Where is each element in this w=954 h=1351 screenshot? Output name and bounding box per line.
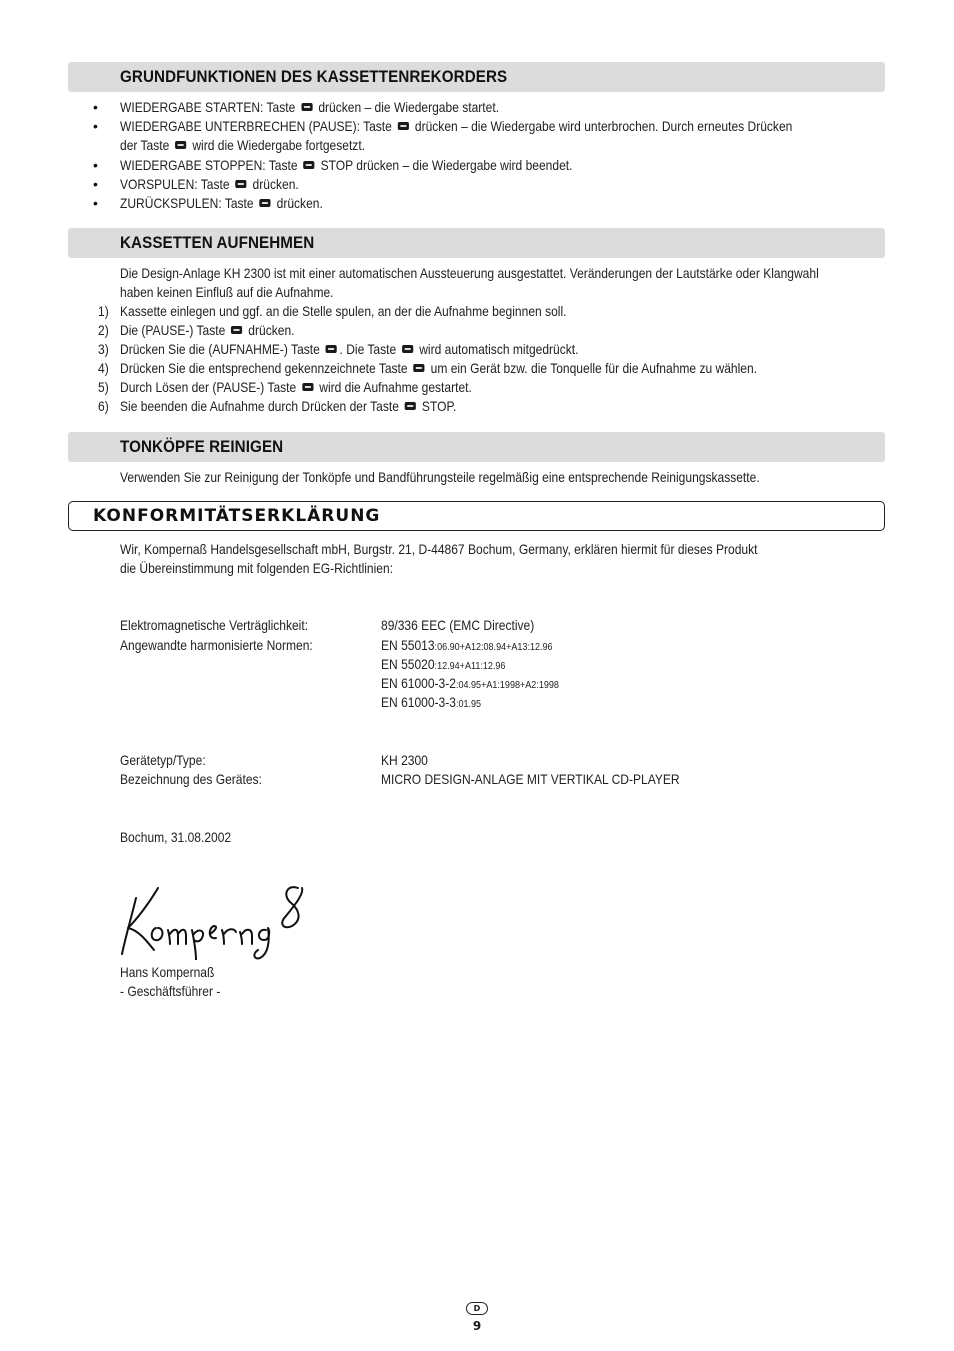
body-text: Verwenden Sie zur Reinigung der Tonköpfe und Bandführungsteile regelmäßig eine entsprechende Reinigungskassette. xyxy=(120,469,760,485)
step-text: Die (PAUSE-) Taste drücken. xyxy=(120,322,295,338)
key-14-icon xyxy=(303,161,314,169)
norm-item: EN 61000-3-2:04.95+A1:1998+A2:1998 xyxy=(381,675,559,691)
step-number: 2) xyxy=(98,322,109,338)
key-13-icon xyxy=(175,141,186,149)
declaration-text: Wir, Kompernaß Handelsgesellschaft mbH, Burgstr. 21, D-44867 Bochum, Germany, erklären hiermit für dieses Produkt xyxy=(120,541,758,557)
step-text: Sie beenden die Aufnahme durch Drücken der Taste STOP. xyxy=(120,398,457,414)
place-date: Bochum, 31.08.2002 xyxy=(120,829,232,845)
designation-label: Bezeichnung des Gerätes: xyxy=(120,771,262,787)
step-text: Kassette einlegen und ggf. an die Stelle spulen, an der die Aufnahme beginnen soll. xyxy=(120,303,567,319)
declaration-text: die Übereinstimmung mit folgenden EG-Richtlinien: xyxy=(120,560,394,576)
section-title: TONKÖPFE REINIGEN xyxy=(120,438,284,456)
section-title: KASSETTEN AUFNEHMEN xyxy=(120,234,315,252)
list-item: WIEDERGABE UNTERBRECHEN (PAUSE): Taste drücken – die Wiedergabe wird unterbrochen. Durch erneutes Drücken xyxy=(120,118,793,134)
page-number: 9 xyxy=(472,1319,482,1333)
section-header-grundfunktionen xyxy=(68,62,885,92)
list-item: VORSPULEN: Taste drücken. xyxy=(120,176,299,192)
key-13-icon xyxy=(302,383,313,391)
bullet-icon: • xyxy=(93,176,98,192)
key-8-icon xyxy=(414,364,425,372)
key-15-icon xyxy=(235,180,246,188)
bullet-icon: • xyxy=(93,195,98,211)
step-number: 6) xyxy=(98,398,109,414)
section-title: GRUNDFUNKTIONEN DES KASSETTENREKORDERS xyxy=(120,68,508,86)
bullet-icon: • xyxy=(93,118,98,134)
key-17-icon xyxy=(301,103,312,111)
signatory-role: - Geschäftsführer - xyxy=(120,983,221,999)
type-label: Gerätetyp/Type: xyxy=(120,752,206,768)
designation-value: MICRO DESIGN-ANLAGE MIT VERTIKAL CD-PLAYER xyxy=(381,771,680,787)
key-16-icon xyxy=(260,199,271,207)
section-header-konformitaet xyxy=(68,501,885,531)
normen-label: Angewandte harmonisierte Normen: xyxy=(120,637,313,653)
intro-text: Die Design-Anlage KH 2300 ist mit einer automatischen Aussteuerung ausgestattet. Veränderungen der Lautstärke oder Klangwahl xyxy=(120,265,819,281)
key-18-icon xyxy=(326,345,337,353)
norm-item: EN 55020:12.94+A11:12.96 xyxy=(381,656,506,672)
intro-text: haben keinen Einfluß auf die Aufnahme. xyxy=(120,284,334,300)
key-17-icon xyxy=(402,345,413,353)
list-item: WIEDERGABE STARTEN: Taste drücken – die Wiedergabe startet. xyxy=(120,99,500,115)
key-13-icon xyxy=(398,122,409,130)
signatory-name: Hans Kompernaß xyxy=(120,964,215,980)
bullet-icon: • xyxy=(93,157,98,173)
step-number: 1) xyxy=(98,303,109,319)
language-badge: D xyxy=(466,1302,488,1315)
step-text: Durch Lösen der (PAUSE-) Taste wird die Aufnahme gestartet. xyxy=(120,379,472,395)
emv-value: 89/336 EEC (EMC Directive) xyxy=(381,617,535,633)
section-header-aufnehmen xyxy=(68,228,885,258)
key-14-icon xyxy=(405,402,416,410)
step-number: 3) xyxy=(98,341,109,357)
step-number: 5) xyxy=(98,379,109,395)
emv-label: Elektromagnetische Verträglichkeit: xyxy=(120,617,309,633)
section-title: KONFORMITÄTSERKLÄRUNG xyxy=(93,506,381,526)
list-item: ZURÜCKSPULEN: Taste drücken. xyxy=(120,195,323,211)
norm-item: EN 55013:06.90+A12:08.94+A13:12.96 xyxy=(381,637,553,653)
list-item: WIEDERGABE STOPPEN: Taste STOP drücken – die Wiedergabe wird beendet. xyxy=(120,157,573,173)
bullet-icon: • xyxy=(93,99,98,115)
norm-item: EN 61000-3-3:01.95 xyxy=(381,694,482,710)
step-number: 4) xyxy=(98,360,109,376)
signature-graphic xyxy=(118,880,318,960)
step-text: Drücken Sie die (AUFNAHME-) Taste . Die Taste wird automatisch mitgedrückt. xyxy=(120,341,579,357)
type-value: KH 2300 xyxy=(381,752,428,768)
list-item-continuation: der Taste wird die Wiedergabe fortgesetzt. xyxy=(120,137,366,153)
key-13-icon xyxy=(231,326,242,334)
step-text: Drücken Sie die entsprechend gekennzeichnete Taste um ein Gerät bzw. die Tonquelle für die Aufnahme zu wählen. xyxy=(120,360,758,376)
section-header-reinigen xyxy=(68,432,885,462)
